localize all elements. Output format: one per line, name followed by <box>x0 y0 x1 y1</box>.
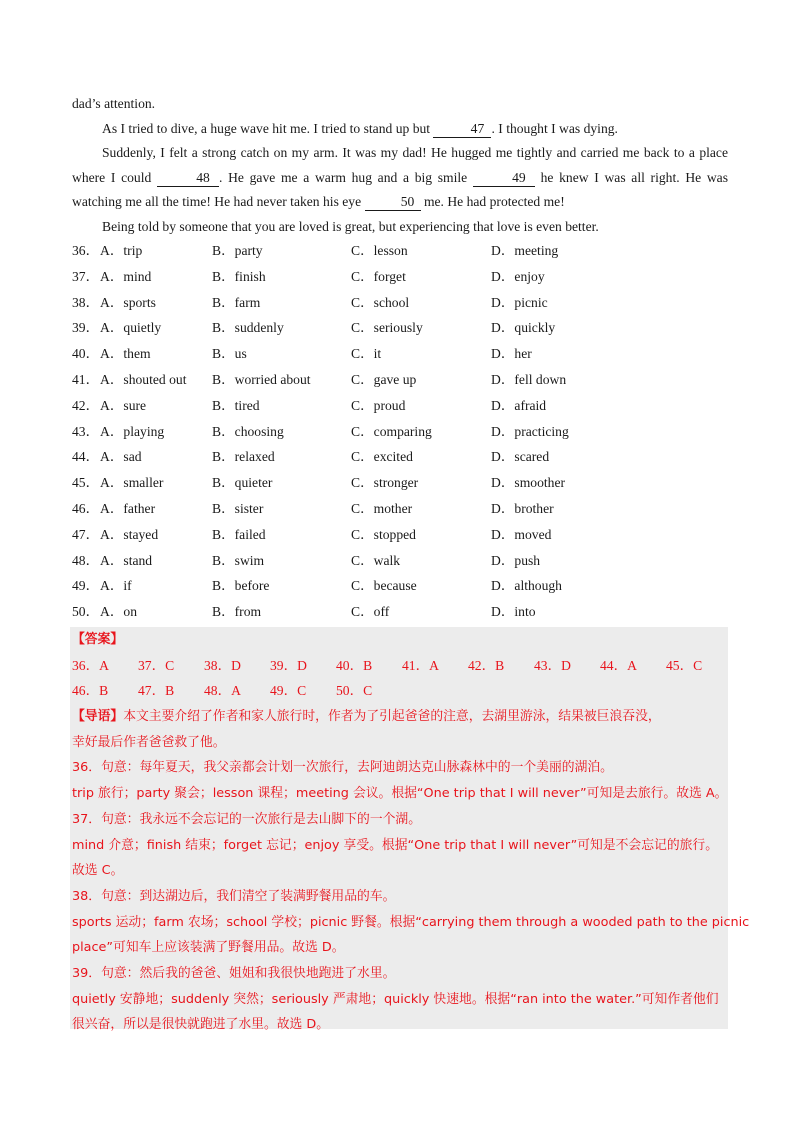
answer-key: 41．A <box>402 657 440 673</box>
option-b: B．tired <box>212 397 260 413</box>
option-d: D．picnic <box>491 294 548 310</box>
question-number: 46． <box>72 500 100 516</box>
answer-key: 50．C <box>336 683 373 699</box>
blank-50: 50 <box>365 194 421 211</box>
option-row <box>72 498 728 524</box>
explanation-line: 很兴奋，所以是很快就跑进了水里。故选 D。 <box>72 1017 330 1033</box>
option-a: A．playing <box>100 423 165 439</box>
answer-key: 42．B <box>468 657 505 673</box>
question-number: 37． <box>72 268 100 284</box>
option-row <box>72 575 728 601</box>
option-b: B．from <box>212 604 262 620</box>
option-row <box>72 266 728 292</box>
answer-key: 44．A <box>600 657 638 673</box>
option-a: A．sure <box>100 397 147 413</box>
option-c: C．gave up <box>351 371 417 387</box>
guide-text: 本文主要介绍了作者和家人旅行时，作者为了引起爸爸的注意，去湖里游泳，结果被巨浪吞没， <box>123 709 661 725</box>
answer-key: 38．D <box>204 657 242 673</box>
option-d: D．fell down <box>491 371 567 387</box>
explanation-line: sports 运动；farm 农场；school 学校；picnic 野餐。根据“carrying them through a wooded path to the picnic <box>72 914 750 930</box>
explanation-line: 39．句意：然后我的爸爸、姐姐和我很快地跑进了水里。 <box>72 965 396 981</box>
option-row <box>72 369 728 395</box>
option-a: A．if <box>100 578 132 594</box>
option-a: A．sports <box>100 294 156 310</box>
answer-section <box>72 627 750 1038</box>
option-c: C．excited <box>351 449 413 465</box>
option-row <box>72 240 728 266</box>
answer-key-row <box>72 678 728 704</box>
passage-text: he knew I was all right. He was watching me all the time! He had never taken his eye <box>72 169 728 210</box>
option-c: C．it <box>351 346 382 362</box>
option-a: A．mind <box>100 268 152 284</box>
option-c: C．off <box>351 604 390 620</box>
explanation-line: quietly 安静地；suddenly 突然；seriously 严肃地；quickly 快速地。根据“ran into the water.”可知作者他们 <box>72 991 719 1007</box>
blank-47: 47 <box>433 121 491 138</box>
option-b: B．farm <box>212 294 261 310</box>
guide-line <box>72 704 728 730</box>
option-d: D．push <box>491 552 541 568</box>
option-b: B．sister <box>212 500 264 516</box>
passage-text: Suddenly, I felt a strong catch on my arm. It was my dad! He hugged me tightly and carried me back to a place where I could <box>72 145 728 185</box>
question-number: 43． <box>72 423 100 439</box>
question-number: 38． <box>72 294 100 310</box>
answer-key: 40．B <box>336 657 373 673</box>
option-d: D．moved <box>491 526 552 542</box>
option-d: D．scared <box>491 449 550 465</box>
option-d: D．enjoy <box>491 268 545 284</box>
option-c: C．proud <box>351 397 406 413</box>
explanation-line: 36．句意：每年夏天，我父亲都会计划一次旅行，去阿迪朗达克山脉森林中的一个美丽的湖泊。 <box>72 760 613 776</box>
option-row <box>72 524 728 550</box>
passage-text: . I thought I was dying. <box>491 120 618 136</box>
option-a: A．on <box>100 604 138 620</box>
option-b: B．finish <box>212 268 266 284</box>
answer-key: 49．C <box>270 683 307 699</box>
explanation-line: 故选 C。 <box>72 863 124 879</box>
option-a: A．trip <box>100 243 143 258</box>
option-c: C．forget <box>351 268 406 284</box>
option-a: A．them <box>100 346 151 362</box>
option-a: A．father <box>100 500 156 516</box>
option-b: B．failed <box>212 526 266 542</box>
option-a: A．smaller <box>100 475 164 491</box>
option-a: A．stayed <box>100 526 159 542</box>
option-row <box>72 601 728 627</box>
answer-key: 46．B <box>72 683 109 699</box>
option-row <box>72 421 728 447</box>
answer-key: 47．B <box>138 683 175 699</box>
explanation-line: place”可知车上应该装满了野餐用品。故选 D。 <box>72 940 345 956</box>
option-b: B．relaxed <box>212 449 275 465</box>
explanation-line: 37．句意：我永远不会忘记的一次旅行是去山脚下的一个湖。 <box>72 811 422 827</box>
blank-48: 48 <box>157 170 219 187</box>
option-d: D．practicing <box>491 423 569 439</box>
options-list <box>72 240 728 627</box>
question-number: 49． <box>72 578 100 594</box>
option-b: B．party <box>212 243 263 258</box>
option-d: D．although <box>491 578 562 594</box>
option-b: B．suddenly <box>212 320 284 336</box>
explanation-line: trip 旅行；party 聚会；lesson 课程；meeting 会议。根据“One trip that I will never”可知是去旅行。故选 A。 <box>72 786 728 802</box>
option-c: C．stopped <box>351 526 416 542</box>
option-row <box>72 317 728 343</box>
guide-line: 幸好最后作者爸爸救了他。 <box>72 734 226 750</box>
question-number: 36． <box>72 243 100 258</box>
question-number: 42． <box>72 397 100 413</box>
option-b: B．before <box>212 578 270 594</box>
blank-49: 49 <box>473 170 535 187</box>
option-c: C．mother <box>351 500 413 516</box>
explanation-list <box>72 755 750 1038</box>
question-number: 50． <box>72 604 100 620</box>
passage-paragraph <box>72 117 728 142</box>
question-number: 45． <box>72 475 100 491</box>
answer-key: 48．A <box>204 683 242 699</box>
option-c: C．school <box>351 294 410 310</box>
option-a: A．quietly <box>100 320 162 336</box>
question-number: 39． <box>72 320 100 336</box>
question-number: 40． <box>72 346 100 362</box>
answer-key: 43．D <box>534 657 572 673</box>
option-c: C．comparing <box>351 423 432 439</box>
option-row <box>72 292 728 318</box>
option-b: B．swim <box>212 552 265 568</box>
option-row <box>72 472 728 498</box>
passage-paragraph: Being told by someone that you are loved is great, but experiencing that love is even better. <box>102 218 599 234</box>
question-number: 41． <box>72 371 100 387</box>
answer-key-row <box>72 653 728 679</box>
answer-key: 36．A <box>72 657 110 673</box>
option-row <box>72 550 728 576</box>
option-c: C．because <box>351 578 417 594</box>
option-d: D．smoother <box>491 475 566 491</box>
passage-paragraph <box>72 141 728 215</box>
question-number: 47． <box>72 526 100 542</box>
option-c: C．stronger <box>351 475 419 491</box>
option-b: B．us <box>212 346 247 362</box>
option-row <box>72 446 728 472</box>
option-a: A．stand <box>100 552 153 568</box>
option-d: D．afraid <box>491 397 547 413</box>
passage-text: . He gave me a warm hug and a big smile <box>219 169 468 185</box>
option-a: A．sad <box>100 449 142 465</box>
option-d: D．brother <box>491 500 554 516</box>
question-number: 44． <box>72 449 100 465</box>
option-b: B．quieter <box>212 475 273 491</box>
answer-key: 39．D <box>270 657 308 673</box>
answer-key: 37．C <box>138 657 175 673</box>
explanation-line: mind 介意；finish 结束；forget 忘记；enjoy 享受。根据“One trip that I will never”可知是不会忘记的旅行。 <box>72 837 719 853</box>
reading-passage <box>72 92 728 240</box>
option-c: C．walk <box>351 552 401 568</box>
option-d: D．her <box>491 346 532 362</box>
option-c: C．lesson <box>351 243 408 258</box>
answer-key: 45．C <box>666 657 703 673</box>
option-d: D．into <box>491 604 536 620</box>
option-b: B．choosing <box>212 423 284 439</box>
passage-text: me. He had protected me! <box>423 194 565 210</box>
option-row <box>72 343 728 369</box>
option-b: B．worried about <box>212 371 311 387</box>
option-d: D．meeting <box>491 243 559 258</box>
question-number: 48． <box>72 552 100 568</box>
option-row <box>72 395 728 421</box>
guide-label: 【导语】 <box>72 709 124 725</box>
answer-header: 【答案】 <box>72 632 124 647</box>
option-a: A．shouted out <box>100 371 187 387</box>
explanation-line: 38．句意：到达湖边后，我们清空了装满野餐用品的车。 <box>72 888 396 904</box>
option-c: C．seriously <box>351 320 423 336</box>
passage-line: dad’s attention. <box>72 96 156 111</box>
passage-text: As I tried to dive, a huge wave hit me. I tried to stand up but <box>102 120 431 136</box>
option-d: D．quickly <box>491 320 556 336</box>
